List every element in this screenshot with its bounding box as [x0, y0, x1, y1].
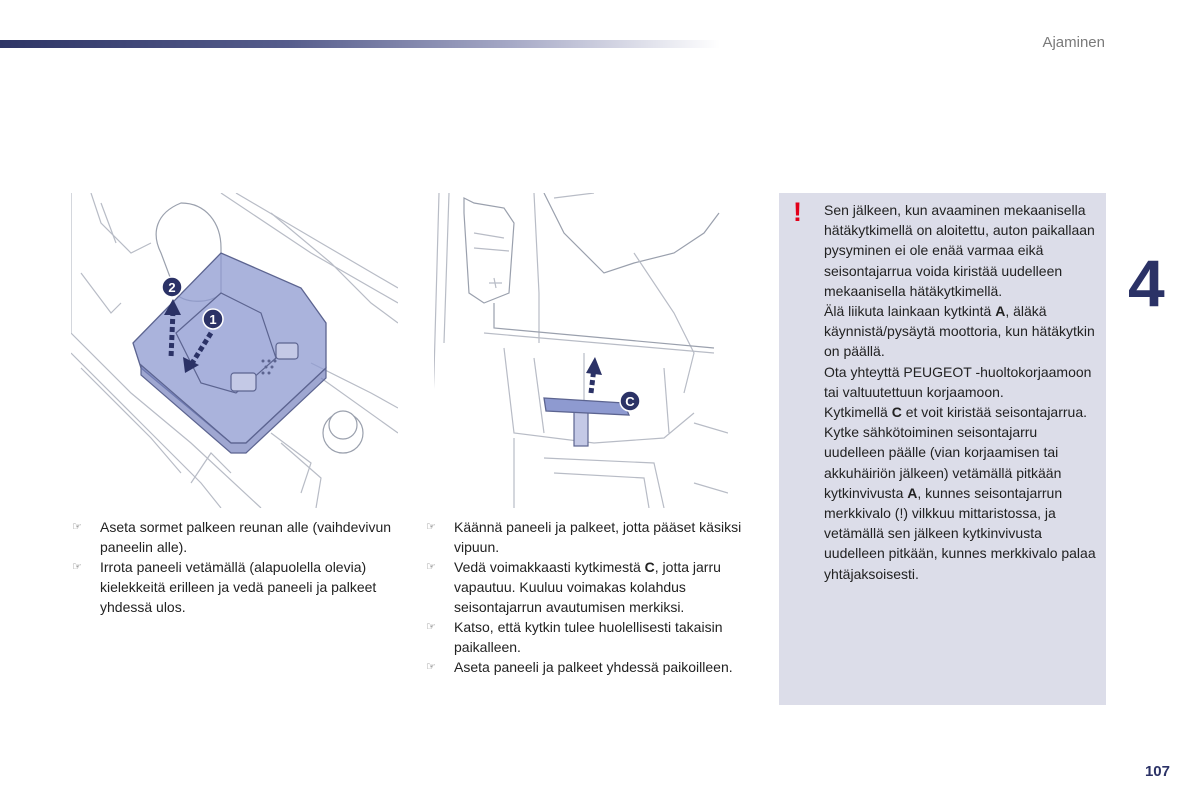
section-title: Ajaminen — [1042, 34, 1105, 51]
list-item — [72, 517, 402, 557]
warning-text-span: et voit kiristää seisontajarrua. — [901, 404, 1088, 421]
warning-text — [824, 200, 1096, 584]
step-text: Aseta paneeli ja palkeet yhdessä paikoilleen. — [454, 659, 733, 675]
switch-c-label: C — [644, 559, 655, 575]
gear-panel-illustration — [71, 193, 398, 508]
pointing-hand-icon: ☞ — [72, 561, 82, 573]
warning-paragraph — [824, 402, 1096, 422]
warning-text-span: , kunnes seisontajarrun merkkivalo (!) vilkkuu mittaristossa, ja vetämällä sen jälkeen kytkinvivusta uudelleen pitkään, kunnes merkkivalo palaa yhtäjaksoisesti. — [824, 484, 1096, 582]
warning-paragraph: Sen jälkeen, kun avaaminen mekaanisella hätäkytkimellä on aloitettu, auton paikallaan pysyminen ei ole enää varmaa eikä seisontajarrua voida kiristää uudelleen mekaanisella hätäkytkimellä. — [824, 202, 1095, 299]
list-item — [72, 557, 402, 617]
warning-paragraph — [824, 422, 1096, 584]
chapter-number: 4 — [1128, 246, 1165, 320]
warning-text-span: , äläkä käynnistä/pysäytä moottoria, kun hätäkytkin on päällä. — [824, 303, 1095, 360]
callout-2: 2 — [168, 280, 176, 295]
warning-text-span: Kytke sähkötoiminen seisontajarru uudelleen päälle (vian korjaamisen tai akkuhäiriön jälkeen) vetämällä pitkään kytkinvivusta — [824, 424, 1062, 501]
warning-paragraph — [824, 301, 1096, 362]
pointing-hand-icon: ☞ — [72, 521, 82, 533]
list-item — [426, 557, 756, 617]
header-gradient-bar — [0, 40, 720, 48]
step-text-continued: , jotta jarru vapautuu. Kuuluu voimakas kolahdus seisontajarrun avautumisen merkiksi. — [454, 559, 721, 615]
release-lever-illustration — [434, 193, 728, 508]
page-number: 107 — [1144, 763, 1170, 780]
warning-paragraph: Ota yhteyttä PEUGEOT -huoltokorjaamoon tai valtuutettuun korjaamoon. — [824, 363, 1092, 400]
switch-a-label: A — [995, 303, 1006, 320]
warning-box — [779, 193, 1106, 705]
callout-1: 1 — [209, 312, 217, 327]
list-item — [426, 617, 756, 657]
list-item — [426, 517, 756, 557]
right-steps-list — [426, 517, 756, 677]
step-text: Irrota paneeli vetämällä (alapuolella olevia) kielekkeitä erilleen ja vedä paneeli ja palkeet yhdessä ulos. — [100, 559, 377, 615]
list-item — [426, 657, 756, 677]
step-text: Käännä paneeli ja palkeet, jotta pääset käsiksi vipuun. — [454, 519, 742, 555]
left-steps-list — [72, 517, 402, 617]
warning-text-span: Kytkimellä — [824, 404, 892, 421]
callout-c: C — [625, 394, 635, 409]
warning-text-span: Älä liikuta lainkaan kytkintä — [824, 303, 996, 320]
pointing-hand-icon: ☞ — [426, 521, 436, 533]
switch-a-label: A — [907, 484, 918, 501]
pointing-hand-icon: ☞ — [426, 621, 436, 633]
step-text: Vedä voimakkaasti kytkimestä — [454, 559, 645, 575]
switch-c-label: C — [891, 404, 902, 421]
pointing-hand-icon: ☞ — [426, 661, 436, 673]
step-text: Katso, että kytkin tulee huolellisesti takaisin paikalleen. — [454, 619, 723, 655]
pointing-hand-icon: ☞ — [426, 561, 436, 573]
warning-icon: ! — [793, 197, 802, 227]
step-text: Aseta sormet palkeen reunan alle (vaihdevivun paneelin alle). — [100, 519, 392, 555]
